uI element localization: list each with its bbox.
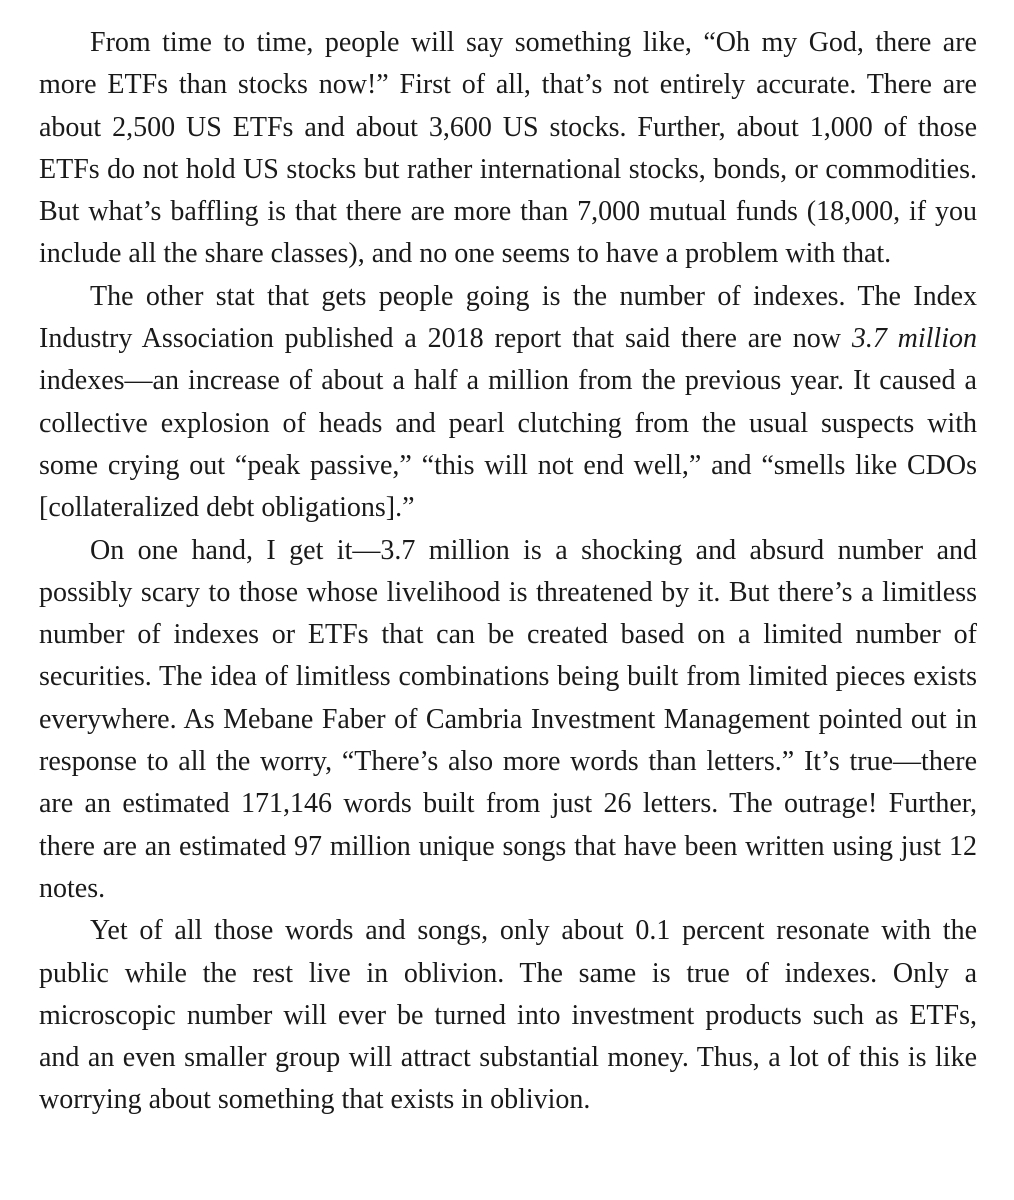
paragraph-text: indexes—an increase of about a half a million from the previous year. It caused a collective explosion of heads and pearl clutching from the usual suspects with some crying out “peak passive,” “this will not end well,” and “smells like CDOs [collateralized debt obligations].”: [39, 365, 977, 524]
book-page-body: [39, 22, 977, 1122]
paragraph-text: Yet of all those words and songs, only about 0.1 percent resonate with the public while the rest live in oblivion. The same is true of indexes. Only a microscopic number will ever be turned into investment products such as ETFs, and an even smaller group will attract substantial money. Thus, a lot of this is like worrying about something that exists in oblivion.: [39, 915, 977, 1116]
paragraph-limitless-combinations: [39, 530, 977, 911]
paragraph-text: From time to time, people will say something like, “Oh my God, there are more ETFs than stocks now!” First of all, that’s not entirely accurate. There are about 2,500 US ETFs and about 3,600 US stocks. Further, about 1,000 of those ETFs do not hold US stocks but rather international stocks, bonds, or commodities. But what’s baffling is that there are more than 7,000 mutual funds (18,000, if you include all the share classes), and no one seems to have a problem with that.: [39, 27, 977, 270]
emphasis-3-7-million: 3.7 million: [851, 323, 977, 355]
paragraph-text: On one hand, I get it—3.7 million is a shocking and absurd number and possibly scary to those whose livelihood is threatened by it. But there’s a limitless number of indexes or ETFs that can be created based on a limited number of securities. The idea of limitless combinations being built from limited pieces exists everywhere. As Mebane Faber of Cambria Investment Management pointed out in response to all the worry, “There’s also more words than letters.” It’s true—there are an estimated 171,146 words built from just 26 letters. The outrage! Further, there are an estimated 97 million unique songs that have been written using just 12 notes.: [39, 534, 977, 904]
paragraph-text: The other stat that gets people going is the number of indexes. The Index Industry Association published a 2018 report that said there are now: [39, 280, 977, 355]
paragraph-etfs-vs-stocks: [39, 22, 977, 276]
paragraph-oblivion: [39, 910, 977, 1121]
paragraph-number-of-indexes: [39, 276, 977, 530]
